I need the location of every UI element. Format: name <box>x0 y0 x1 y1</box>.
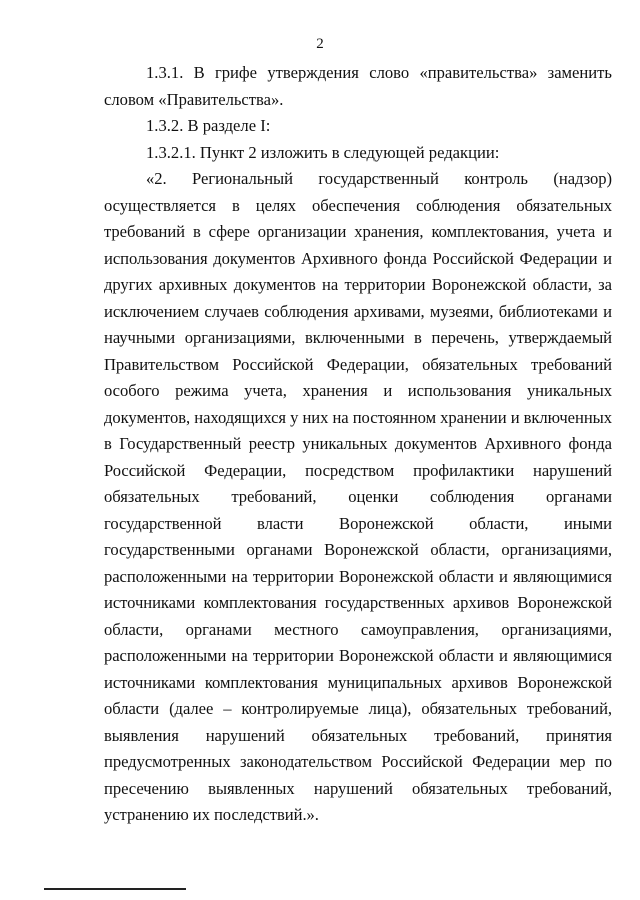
document-body <box>104 60 612 829</box>
paragraph-1-3-2-1: 1.3.2.1. Пункт 2 изложить в следующей редакции: <box>146 142 500 162</box>
footnote-divider <box>44 888 186 890</box>
paragraph-1-3-1: 1.3.1. В грифе утверждения слово «правительства» заменить словом «Правительства». <box>104 63 612 109</box>
paragraph-1-3-2: 1.3.2. В разделе I: <box>146 116 271 135</box>
paragraph-point-2-text: «2. Региональный государственный контроль (надзор) осуществляется в целях обеспечения соблюдения обязательных требований в сфере организации хранения, комплектования, учета и использования документов Архивного фонда Российской Федерации и других архивных документов на территории Воронежской области, за исключением случаев соблюдения архивами, музеями, библиотеками и научными организациями, включенными в перечень, утверждаемый Правительством Российской Федерации, обязательных требований особого режима учета, хранения и использования уникальных документов, находящихся у них на постоянном хранении и включенных в Государственный реестр уникальных документов Архивного фонда Российской Федерации, посредством профилактики нарушений обязательных требований, оценки соблюдения органами государственной власти Воронежской области, иными государственными органами Воронежской области, организациями, расположенными на территории Воронежской области и являющимися источниками комплектования государственных архивов Воронежской области, органами местного самоуправления, организациями, расположенными на территории Воронежской области и являющимися источниками комплектования муниципальных архивов Воронежской области (далее – контролируемые лица), обязательных требований, выявления нарушений обязательных требований, принятия предусмотренных законодательством Российской Федерации мер по пресечению выявленных нарушений обязательных требований, устранению их последствий.». <box>104 169 612 824</box>
page-number: 2 <box>316 36 324 52</box>
